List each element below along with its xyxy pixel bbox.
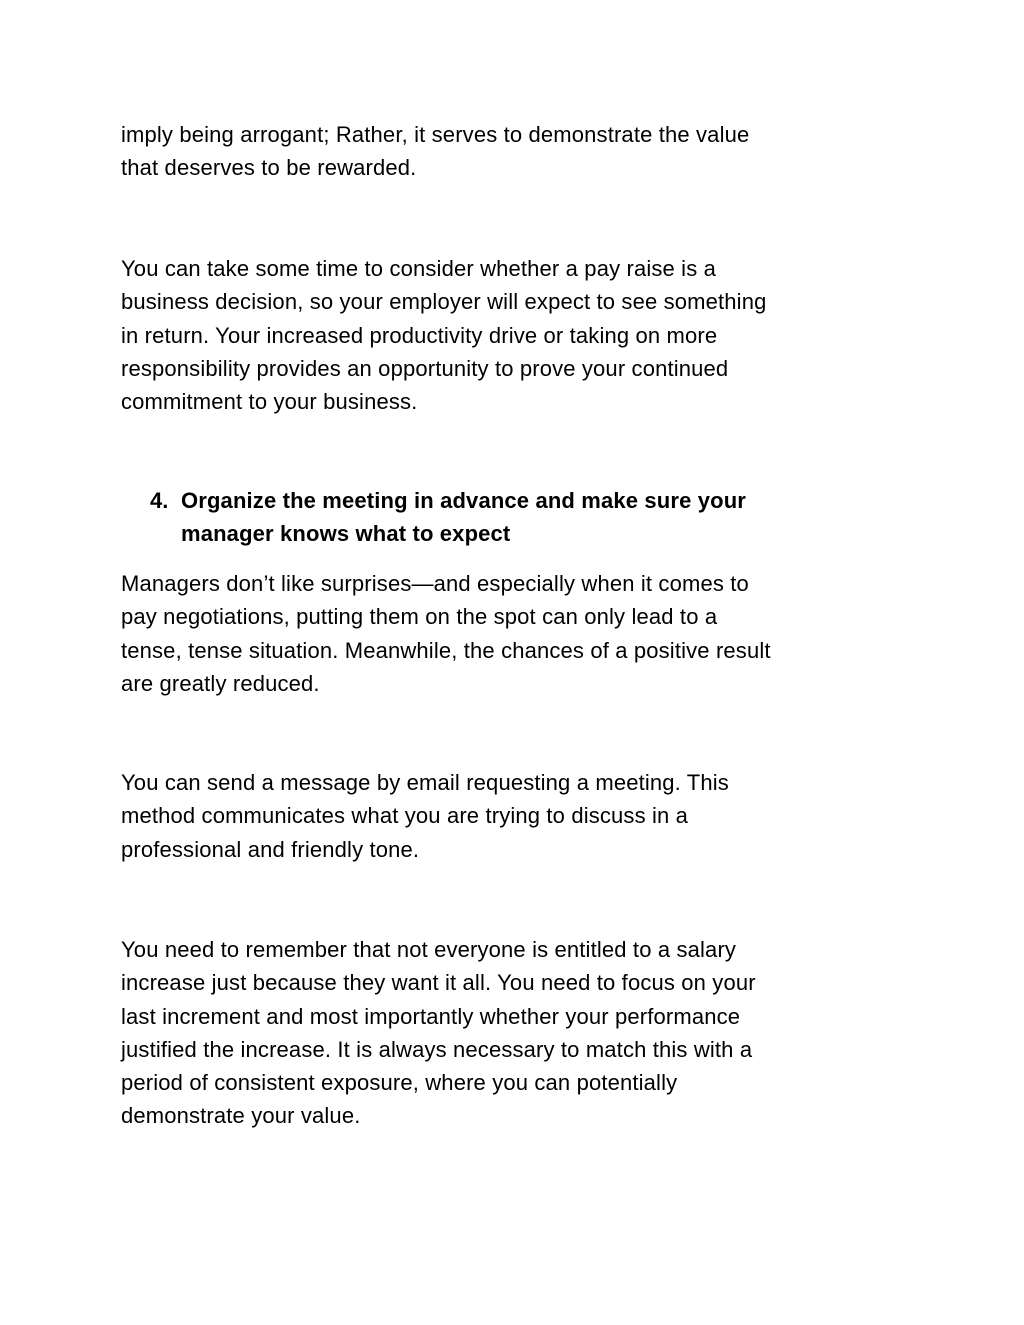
paragraph-2 xyxy=(121,252,921,418)
paragraph-line: in return. Your increased productivity drive or taking on more xyxy=(121,322,718,348)
paragraph-line: You can send a message by email requesting a meeting. This xyxy=(121,770,729,795)
paragraph-line: last increment and most importantly whether your performance xyxy=(121,1003,741,1029)
paragraph-4 xyxy=(121,766,921,866)
paragraph-5 xyxy=(121,933,921,1133)
paragraph-line: demonstrate your value. xyxy=(121,1103,361,1129)
paragraph-line: are greatly reduced. xyxy=(121,670,320,696)
paragraph-line: responsibility provides an opportunity to prove your continued xyxy=(121,355,729,381)
paragraph-line: You need to remember that not everyone is entitled to a salary xyxy=(121,937,737,962)
paragraph-1 xyxy=(121,118,921,185)
heading-number: 4. xyxy=(150,488,169,513)
paragraph-line: Managers don’t like surprises—and especially when it comes to xyxy=(121,571,749,596)
paragraph-line: justified the increase. It is always necessary to match this with a xyxy=(121,1036,753,1062)
heading-line: manager knows what to expect xyxy=(181,521,511,547)
paragraph-line: commitment to your business. xyxy=(121,389,418,415)
paragraph-line: professional and friendly tone. xyxy=(121,836,420,862)
paragraph-line: increase just because they want it all. You need to focus on your xyxy=(121,970,756,996)
paragraph-3 xyxy=(121,567,921,700)
paragraph-line: imply being arrogant; Rather, it serves to demonstrate the value xyxy=(121,122,750,147)
paragraph-line: tense, tense situation. Meanwhile, the chances of a positive result xyxy=(121,637,771,663)
paragraph-line: that deserves to be rewarded. xyxy=(121,155,417,181)
paragraph-line: period of consistent exposure, where you can potentially xyxy=(121,1070,678,1096)
paragraph-line: business decision, so your employer will expect to see something xyxy=(121,289,767,315)
paragraph-line: pay negotiations, putting them on the spot can only lead to a xyxy=(121,604,718,630)
paragraph-line: method communicates what you are trying to discuss in a xyxy=(121,803,689,829)
section-heading xyxy=(150,484,746,551)
paragraph-line: You can take some time to consider whether a pay raise is a xyxy=(121,256,717,281)
heading-line: Organize the meeting in advance and make sure your xyxy=(181,488,747,513)
